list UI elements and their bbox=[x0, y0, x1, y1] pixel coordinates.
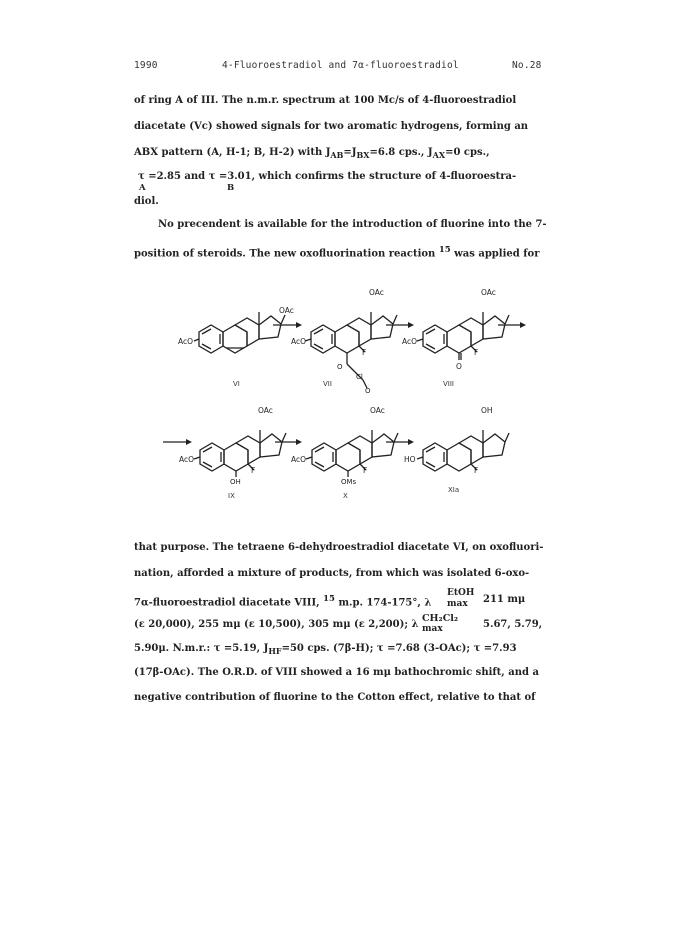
running-title: 4-Fluoroestradiol and 7α-fluoroestradiol bbox=[222, 60, 459, 71]
solvent-etoh: EtOH bbox=[447, 588, 475, 598]
text-line bbox=[134, 594, 431, 608]
text-span: position of steroids. The new oxofluorination reaction bbox=[134, 248, 436, 260]
oxygen-label: O bbox=[456, 362, 462, 371]
issue-number: No.28 bbox=[512, 60, 542, 71]
mesylate-label: OMs bbox=[341, 478, 357, 486]
molecule-viii bbox=[423, 312, 509, 360]
reaction-scheme bbox=[0, 268, 680, 528]
compound-label: VI bbox=[233, 380, 240, 388]
text-span: =6.8 cps., J bbox=[369, 147, 433, 158]
lambda-max-label: max bbox=[422, 624, 443, 634]
fluorine-label: F bbox=[363, 466, 368, 475]
oac-label: OAc bbox=[369, 288, 384, 297]
molecule-x bbox=[312, 430, 398, 477]
compound-label: VII bbox=[323, 380, 332, 388]
molecule-ix bbox=[200, 430, 286, 477]
hydroxyl-label: OH bbox=[481, 406, 493, 415]
fluorine-label: F bbox=[362, 348, 367, 357]
text-line: 5.67, 5.79, bbox=[483, 619, 543, 630]
compound-label: VIII bbox=[443, 380, 454, 388]
molecule-vi bbox=[199, 312, 285, 353]
solvent-ch2cl2: CH₂Cl₂ bbox=[422, 613, 459, 624]
text-line: (ε 20,000), 255 mμ (ε 10,500), 305 mμ (ε 2,200); λ bbox=[134, 619, 419, 630]
fluorine-label: F bbox=[474, 466, 479, 475]
molecule-vii bbox=[311, 312, 397, 388]
text-span: 7α-fluoroestradiol diacetate VIII, bbox=[134, 597, 320, 609]
oxygen-label: O bbox=[337, 363, 343, 371]
hydroxyl-label: OH bbox=[230, 478, 241, 486]
text-line: diacetate (Vc) showed signals for two aromatic hydrogens, forming an bbox=[134, 121, 529, 132]
fluorine-label: F bbox=[251, 466, 256, 475]
oac-label: OAc bbox=[481, 288, 496, 297]
aco-label: AcO bbox=[291, 337, 307, 346]
chlorine-label: Cl bbox=[356, 373, 363, 381]
text-line: No precendent is available for the introduction of fluorine into the 7- bbox=[158, 219, 547, 230]
oac-label: OAc bbox=[370, 406, 385, 415]
aco-label: AcO bbox=[402, 337, 418, 346]
text-span: was applied for bbox=[454, 248, 540, 260]
reference: 15 bbox=[323, 594, 335, 604]
text-span: 5.90μ. N.m.r.: τ =5.19, J bbox=[134, 643, 269, 654]
reference: 15 bbox=[438, 245, 451, 255]
text-line: (17β-OAc). The O.R.D. of VIII showed a 16 mμ bathochromic shift, and a bbox=[134, 667, 539, 678]
text-span: m.p. 174-175°, λ bbox=[338, 597, 432, 609]
text-line-tau: τ =2.85 and τ =3.01, which confirms the structure of 4-fluoroestra- bbox=[138, 171, 517, 182]
page-number: 1990 bbox=[134, 60, 158, 71]
molecule-xia bbox=[423, 430, 509, 471]
compound-label: IX bbox=[228, 492, 235, 500]
subscript-a: A bbox=[139, 183, 146, 193]
text-line: diol. bbox=[134, 196, 159, 207]
compound-label: XIa bbox=[448, 486, 460, 494]
text-span: ABX pattern (A, H-1; B, H-2) with J bbox=[134, 147, 331, 158]
subscript: BX bbox=[356, 150, 370, 160]
text-line bbox=[134, 245, 539, 259]
oxygen-label: O bbox=[365, 387, 371, 395]
subscript: AX bbox=[432, 150, 446, 160]
oac-label: OAc bbox=[258, 406, 273, 415]
lambda-max-label: max bbox=[447, 599, 468, 609]
text-line: nation, afforded a mixture of products, from which was isolated 6-oxo- bbox=[134, 568, 530, 579]
aco-label: AcO bbox=[178, 337, 194, 346]
text-line: of ring A of III. The n.m.r. spectrum at 100 Mc/s of 4-fluoroestradiol bbox=[134, 95, 517, 106]
subscript-b: B bbox=[227, 183, 235, 193]
aco-label: AcO bbox=[291, 455, 307, 464]
text-span: =0 cps., bbox=[445, 147, 490, 158]
text-span: =50 cps. (7β-H); τ =7.68 (3-OAc); τ =7.93 bbox=[281, 643, 517, 654]
subscript: HF bbox=[268, 646, 282, 656]
text-span: =J bbox=[343, 147, 357, 158]
hydroxy-label: HO bbox=[404, 455, 416, 464]
text-line: 211 mμ bbox=[483, 594, 526, 605]
text-line: that purpose. The tetraene 6-dehydroestradiol diacetate VI, on oxofluori- bbox=[134, 542, 544, 553]
fluorine-label: F bbox=[474, 348, 479, 357]
aco-label: AcO bbox=[179, 455, 195, 464]
text-line-jhf bbox=[134, 643, 517, 656]
text-line-jcoupling bbox=[134, 147, 554, 160]
text-line: negative contribution of fluorine to the Cotton effect, relative to that of bbox=[134, 692, 536, 703]
compound-label: X bbox=[343, 492, 348, 500]
oac-label: OAc bbox=[279, 306, 294, 315]
subscript: AB bbox=[330, 150, 344, 160]
